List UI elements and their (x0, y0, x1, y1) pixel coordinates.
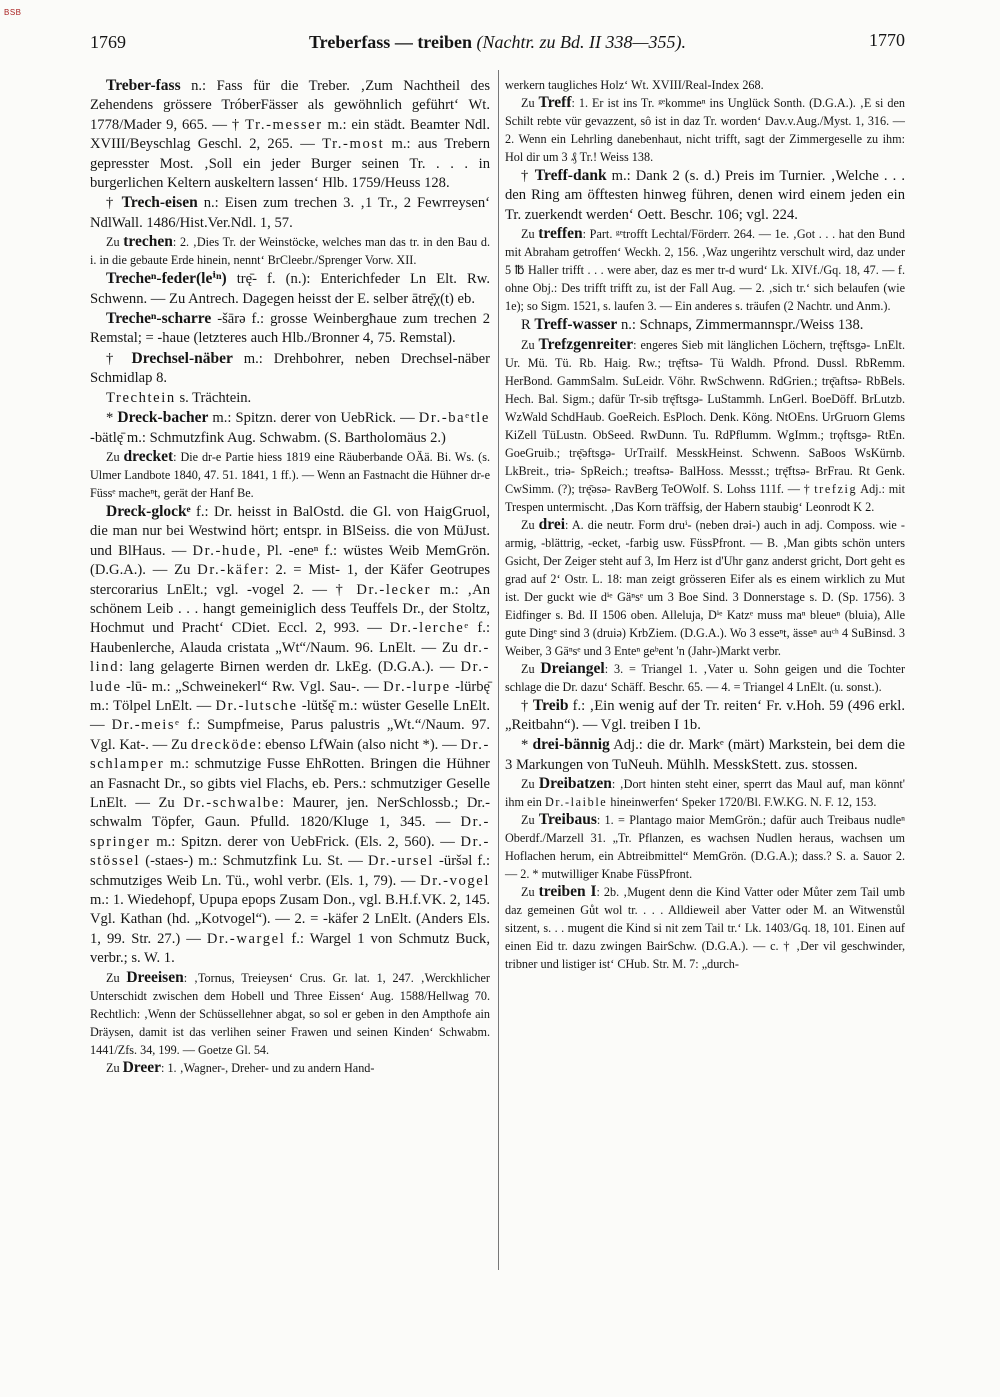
entry-dreibatzen (505, 775, 905, 811)
entry-treiben (505, 883, 905, 973)
spaced-headword: Dr.-vogel (420, 872, 490, 889)
headword: Dreeisen (126, 968, 184, 986)
entry-text: : 2. = Mist- 1, der Käfer Geotrupes stercorarius LnElt.; vgl. -vogel 2. — † (90, 562, 490, 598)
headword: Treff-wasser (534, 316, 618, 334)
entry-marker: Zu (106, 449, 124, 464)
entry-text: m.: ‚An schönem Leib . . . hangt gemeiniglich dess Teuffels Dr., der Stoltz, Hochmut und Pracht‘ CDiet. Eccl. 2, 993. — (90, 581, 490, 637)
entry-dreer (90, 1059, 490, 1077)
headword: Trefzgenreiter (538, 335, 634, 353)
entry-marker: Zu (521, 337, 539, 352)
spaced-headword: Dr.-käfer (197, 562, 265, 579)
headword: treffen (538, 225, 583, 243)
entry-text: m.: Drehbohrer, neben Drechsel-näber Schmidlap 8. (90, 350, 490, 387)
entry-text: f.: Dr. heisst in BalOstd. die Gl. von HaigGruol, die man nur bei Westwind hört; entspr. in BlSeiss. die von MüJust. und BlHaus. — (90, 503, 490, 559)
spaced-headword: Tr.-messer (245, 116, 323, 133)
running-title (90, 32, 905, 53)
page-number-left: 1769 (90, 32, 126, 52)
entry-text: : Maurer, jen. NerSchlossb.; Dr.-schwalm Töpfer, Gaun. Pfulld. 1820/Kluge 1, 345. — (90, 795, 490, 831)
entry-marker: Zu (521, 227, 539, 242)
entry-text: -šārə f.: grosse Weinbergħaue zum trechen 2 Remstal; = -haue (letzteres auch Hlb./Bronner 4, 75. Remstal). (90, 311, 490, 347)
column-divider (498, 70, 499, 1270)
entry-text: Adj.: mit Trespen untermischt. ‚Das Korn träffsig, der Habern staubig‘ Leonrodt K 2. (505, 481, 905, 514)
spaced-headword: Dr.-stössel (90, 833, 490, 870)
entry-text: m.: schmutzige Fusse EhRotten. Bringen die Hühner an Fasnacht Dr., so gibts viel Flachs, eb. Pers.: schmutziger Geselle LnElt. — Zu (90, 756, 490, 811)
entry-marker: Zu (521, 777, 539, 792)
entry-trechen-scharre (90, 309, 490, 349)
entry-text: n.: Fass für die Treber. ‚Zum Nachtheil des Zehendens grössere TróberFässer als gewöhnlich geführt‘ Wt. 1778/Mader 9, 665. — † (90, 78, 490, 133)
headword: Treff-dank (534, 167, 607, 184)
headword: Dreck-bacher (117, 409, 209, 427)
entry-treibaus (505, 811, 905, 883)
entry-text: : Die dr-e Partie hiess 1819 eine Räuberbande OÄä. Bi. Ws. (s. Ulmer Landbote 1840, 47. 51. 1841, 1 ff.). — Wenn an Fastnacht die Hühner dr-e Füssᵉ macheⁿt, gerät der Hanf Be. (90, 449, 490, 500)
spaced-headword: Trechtein (106, 389, 176, 406)
spaced-headword: Dr.-lude (90, 659, 490, 695)
entry-treff-wasser (505, 315, 905, 335)
entry-drechsel-naeber (90, 349, 490, 389)
entry-drecket (90, 448, 490, 502)
spaced-headword: Dr.-ursel (368, 853, 434, 870)
entry-marker: Zu (106, 970, 127, 985)
entry-treff-dank (505, 166, 905, 225)
headword: drecket (123, 447, 174, 465)
entry-marker: * (106, 410, 118, 427)
entry-text: m.: Spitzn. derer von UebRick. — (208, 410, 419, 427)
spaced-headword: Dr.-lecker (356, 581, 432, 598)
spaced-headword: Dr.-wargel (206, 930, 286, 947)
entry-drei (505, 516, 905, 660)
page-number-right: 1770 (869, 30, 905, 50)
entry-text: hineinwerfen‘ Speker 1720/Bl. F.W.KG. N. F. 12, 153. (607, 795, 877, 810)
entry-marker: † (106, 350, 132, 367)
entry-marker: Zu (106, 235, 124, 250)
spaced-headword: dr.-lind (90, 639, 490, 676)
entry-drei-baennig (505, 735, 905, 775)
entry-text: f.: Sumpfmeise, Parus palustris „Wt.“/Naum. 97. Vgl. Kat-. — Zu (90, 717, 490, 753)
entry-text: : ebenso LfWain (also nicht *). — (257, 736, 461, 753)
entry-text: : 1. = Plantago maior MemGrön.; dafür auch Treibaus nudleⁿ Oberdf./Marzell 31. „Tr. Pflanzen, es wachsen Nudlen heraus, wachsen um Hoflachen herum, ein Abtreibmittel“ MemGrön. (D.G.A.); dass.? S. a. Sauor 2. — 2. * mutwilliger Knabe FüssPfront. (505, 813, 905, 882)
entry-marker: † (106, 195, 122, 212)
spaced-headword: Dr.-baᵉtle (418, 410, 490, 427)
spaced-headword: Dr.-springer (90, 814, 490, 850)
headword: Dreiangel (540, 659, 605, 677)
headword: Dreibatzen (538, 775, 612, 793)
entry-text: : 2b. ‚Mugent denn die Kind Vatter oder Můter zem Tail umb daz gemeinen Gůt wol tr. . . . Alldieweil aber Vatter oder M. an Witwenstůl sitzent, s. . . mugent die Kind si nit zem Tail tr.‘ Lk. 1403/Gq. 18, 101. Einen auf einen Eid tr. dazu zwingen BairSchw. (D.G.A.). — c. † ‚Der vil geschwinder, tribner und listiger ist‘ CHub. Str. M. 7: „durch- (505, 885, 905, 972)
entry-marker: Zu (106, 1060, 123, 1075)
entry-text: m.: 1. Wiedehopf, Upupa epops Zusam Don., vgl. B.H.f.VK. 2, 145. Vgl. Kathan (hd. „Kotvogel“). — 2. = -käfer 2 LnElt. (Anders Els. 1, 99. Str. 27.) — (90, 892, 490, 947)
entry-text: : lang gelagerte Birnen werden dr. LkEg. (D.G.A.). — (119, 659, 461, 676)
entry-marker: * (521, 737, 533, 754)
entry-text: trę̄- f. (n.): Enterichfeder Ln Elt. Rw. Schwenn. — Zu Antrech. Dagegen heisst der E. selber ātrę̄χ(t) eb. (90, 271, 490, 307)
entry-text: : engeres Sieb mit länglichen Löchern, trę̄ftsgə- LnElt. Ur. Mü. Tü. Rb. Haig. Rw.; trę̄ftsə- Tü Waldh. Pfrond. Dussl. RbRemm. HerBond. GammSalm. SuLeidr. Vöhr. RwSchwenn. RdGrien.; trę̄aftsə- RbBels. Hech. Bal. Sigm.; dafür Tr-sib trę̄ftsgə- LuStammh. LnGerl. BoeDöff. BrLutzb. WzWald SchdHaub. GoeReich. EsPloch. Denk. Köng. NtOEns. UrGruorn Glems KiZell TüLustn. ObSeed. RwDunn. Tu. RdPflumm. WgImm.; trǫftsgə- RtEn. GoeGruib.; trę̄əftsgə- UrTrailf. MesskHeinst. Schwenn. SaBoos WsKürnb. LkBreit., triə- SpReich.; treəftsə- BalHoss. Messst.; trę̄ftsə- BrFrau. Rt Genk. CwSimm. (?); trę̄əsə- RavBerg TeOWolf. S. Lohss 111f. — † (505, 337, 905, 496)
spaced-headword: Dr.-hude (192, 542, 257, 559)
entry-treffen (505, 225, 905, 315)
entry-treib (505, 696, 905, 736)
headword: Treibaus (538, 811, 597, 829)
headword: Treff (538, 94, 572, 111)
entry-text: -lū- m.: „Schweinekerl“ Rw. Vgl. Sau-. — (121, 678, 384, 695)
headword: Drechsel-näber (131, 349, 233, 367)
entry-marker: Zu (521, 885, 539, 900)
entry-trechen-feder (90, 269, 490, 309)
entry-text: s. Trächtein. (175, 389, 252, 406)
entry-text: m.: ein städt. Beamter Ndl. XVIII/Beyschlag Geschl. 2, 265. — (90, 116, 490, 153)
entry-text: : A. die neutr. Form druⁱ- (neben drəi-) auch in adj. Composs. wie -armig, -blättrig, -ecket, -farbig usw. FüssPfront. — B. ‚Man gibts schön unters Gsicht, Der Zeiger steht auf 3, Im Herz ist d'Uhr ganz anderst gricht, Dort geht es grad auf 2‘ Ostr. L. 18: man zeigt grösseren Eifer als es einem wirklich zu Mut ist. Der guckt wie dⁱᵉ Gäⁿsᵉ um 3 Boe Sind. 3 Donnerstage s. D. (Sp. 1756). 3 Eidfinger s. Bd. II 1506 oben. Alleluja, Dⁱᵉ Katzᵉ muss maⁿ bleueⁿ (bluia), Alle gute Dingᵉ sind 3 (druiə) KrbZiem. (D.G.A.). Wo 3 esseⁿt, ässeⁿ auᶜʰ 4 SuBinsd. 3 Weiber, 3 Gäⁿsᵉ und 3 Enteⁿ geᵇent 'n (Jahr-)Markt verbr. (505, 517, 905, 658)
entry-trechen (90, 233, 490, 269)
running-title-note: (Nachtr. zu Bd. II 338—355). (471, 32, 686, 52)
entry-text: (-staes-) m.: Schmutzfink Lu. St. — (140, 853, 368, 870)
entry-continuation: werkern taugliches Holz‘ Wt. XVIII/Real-Index 268. (505, 78, 764, 92)
entry-trefzgenreiter (505, 336, 905, 516)
headword: trechen (123, 233, 173, 251)
spaced-headword: Dr.-meisᵉ (111, 717, 181, 734)
left-column (90, 76, 490, 1077)
entry-dreiangel (505, 660, 905, 696)
headword: drei-bännig (532, 736, 610, 754)
entry-marker: † (521, 168, 535, 184)
entry-treber-fass (90, 76, 490, 193)
spaced-headword: Dr.-schwalbe (183, 795, 280, 811)
entry-text: -bätlę̄ m.: Schmutzfink Aug. Schwabm. (S. Bartholomäus 2.) (90, 429, 446, 446)
entry-text: m.: Spitzn. derer von UebFrick. (Els. 2, 560). — (150, 833, 461, 850)
page-header (90, 30, 905, 64)
right-column (505, 76, 905, 973)
entry-text: -lütšę̄ m.: wüster Geselle LnElt. — (90, 697, 490, 734)
entry-marker: R (521, 317, 535, 334)
entry-text: n.: Schnaps, Zimmermannspr./Weiss 138. (617, 317, 864, 334)
spaced-headword: trefzig (814, 481, 858, 496)
entry-text: -üršəl f.: schmutziges Weib Ln. Tü., wohl verbr. (Els. 1, 79). — (90, 853, 490, 889)
headword: Trech-eisen (121, 194, 198, 212)
entry-dreeisen (90, 969, 490, 1059)
headword: Treber-fass (106, 77, 181, 94)
entry-treff (505, 94, 905, 166)
library-stamp: BSB (4, 8, 22, 17)
entry-text: Adj.: die dr. Markᵉ (märt) Markstein, bei dem die 3 Markungen von TuNeuh. Mühlh. MesskStett. zus. stossen. (505, 737, 905, 773)
entry-marker: Zu (521, 96, 539, 110)
entry-text: : ‚Dort hinten steht einer, sperrt das Maul auf, man könnt' ihm ein (505, 777, 906, 810)
entry-marker: † (521, 697, 533, 714)
entry-marker: Zu (521, 661, 541, 676)
spaced-headword: Dr.-schlamper (90, 736, 490, 773)
entry-text: : ‚Tornus, Treieysen‘ Crus. Gr. lat. 1, 247. ‚Werckhlicher Unterschidt zwischen dem Hobell und Three Eissen‘ Aug. 1588/Hellwag 70. Rechtlich: ‚Wenn der Schüssellehner abgat, so sol er geben in den Ampthofe ain Dräysen, damit ist das verlihen seiner Frawen und seinen Kinden‘ Schwabm. 1441/Zfs. 34, 199. — Goetze Gl. 54. (90, 970, 490, 1057)
entry-text: m.: Dank 2 (s. d.) Preis im Turnier. ‚Welche . . . den Ring am öfftesten hinweg führen, denen wird einem jeden ein Tr. zuerkendt werden‘ Oett. Beschr. 106; vgl. 224. (505, 168, 905, 223)
entry-trechtein (90, 389, 490, 408)
entry-text: f.: ‚Ein wenig auf der Tr. reiten‘ Fr. v.Hoh. 59 (496 erkl. „Reitbahn“). — Vgl. treiben I 1b. (505, 697, 905, 734)
spaced-headword: Dr.-laible (544, 795, 608, 810)
entry-text: -lürbę̄ m.: Tölpel LnElt. — (90, 678, 491, 714)
spaced-headword: drecköde (191, 736, 258, 753)
entry-dreck-glocke (90, 502, 490, 969)
spaced-headword: Dr.-lercheᵉ (389, 620, 470, 637)
entry-text: n.: Eisen zum trechen 3. ‚1 Tr., 2 Fewrreysen‘ NdlWall. 1486/Hist.Ver.Ndl. 1, 57. (90, 195, 491, 231)
spaced-headword: Tr.-most (322, 136, 385, 153)
entry-text: m.: aus Trebern gepresster Most. ‚Soll ein jeder Burger seinen Tr. . . . in burgerlichen Keltern auskeltern lassen‘ Hlb. 1759/Heuss 128. (90, 136, 491, 192)
entry-text: f.: Wargel 1 von Schmutz Buck, verbr.; s. W. 1. (90, 930, 490, 967)
entry-dreck-bacher (90, 408, 490, 448)
entry-text: : Part. ᵍᵉtrofft Lechtal/Förderr. 264. — 1e. ‚Got . . . hat den Bund mit Abraham getroffen‘ Weckh. 2, 156. ‚Waz ungerihtz verschult wird, daz under 5 ℔ Haller trifft . . . were aber, daz es mer tr-d wurd‘ Lk. XIVf./Gq. 18, 47. — f. ohne Obj.: Des trifft trifft zu, ist der Fall Aug. — 2. ‚sich tr.‘ sich belaufen (wie 1e); so Sigm. 1521, s. laufen 3. — Ein anderes s. träufen (2 Nachtr. und Anm.). (505, 227, 905, 314)
entry-text: : 1. Er ist ins Tr. ᵍᵉkommeⁿ ins Unglück Sonth. (D.G.A.). ‚E si den Schilt rebte vür gevazzent, sô ist in daz Tr. worden‘ Dav.v.Aug./Myst. 1, 316. — 2. Wenn ein Lehrling danebenhaut, nicht trifft, sagt der Zimmergeselle zu ihm: Hol dir um 3 ₰ Tr.! Weiss 138. (505, 96, 905, 164)
entry-text: : 2. ‚Dies Tr. der Weinstöcke, welches man das tr. in den Bau d. i. in die gebaute Erde hinein, nennt‘ BrCleebr./Sprenger Vorw. XII. (90, 235, 490, 268)
entry-text: , Pl. -eneⁿ f.: wüstes Weib MemGrön. (D.G.A.). — Zu (90, 542, 490, 579)
spaced-headword: Dr.-lutsche (215, 697, 298, 714)
headword: Trecheⁿ-scharre (106, 310, 212, 328)
running-title-main: Treberfass — treiben (309, 32, 472, 52)
headword: drei (538, 515, 566, 533)
entry-marker: Zu (521, 813, 539, 828)
headword: Trecheⁿ-feder(leⁱⁿ) (106, 270, 227, 288)
entry-trech-eisen (90, 193, 490, 233)
headword: treiben I (538, 883, 597, 901)
spaced-headword: Dr.-lurpe (383, 678, 451, 695)
entry-text: : 1. ‚Wagner-, Dreher- und zu andern Hand- (161, 1060, 375, 1075)
headword: Treib (532, 696, 569, 714)
entry-text: : 3. = Triangel 1. ‚Vater u. Sohn geigen und die Tochter schlage die Dr. dazu‘ Schäff. Beschr. 65. — 4. = Triangel 4 LnElt. (u. sonst.). (505, 661, 905, 694)
entry-text: f.: Haubenlerche, Alauda cristata „Wt“/Naum. 96. LnElt. — Zu (90, 620, 490, 656)
headword: Dreck-glockᵉ (106, 502, 191, 520)
headword: Dreer (122, 1058, 162, 1076)
entry-marker: Zu (521, 517, 539, 532)
